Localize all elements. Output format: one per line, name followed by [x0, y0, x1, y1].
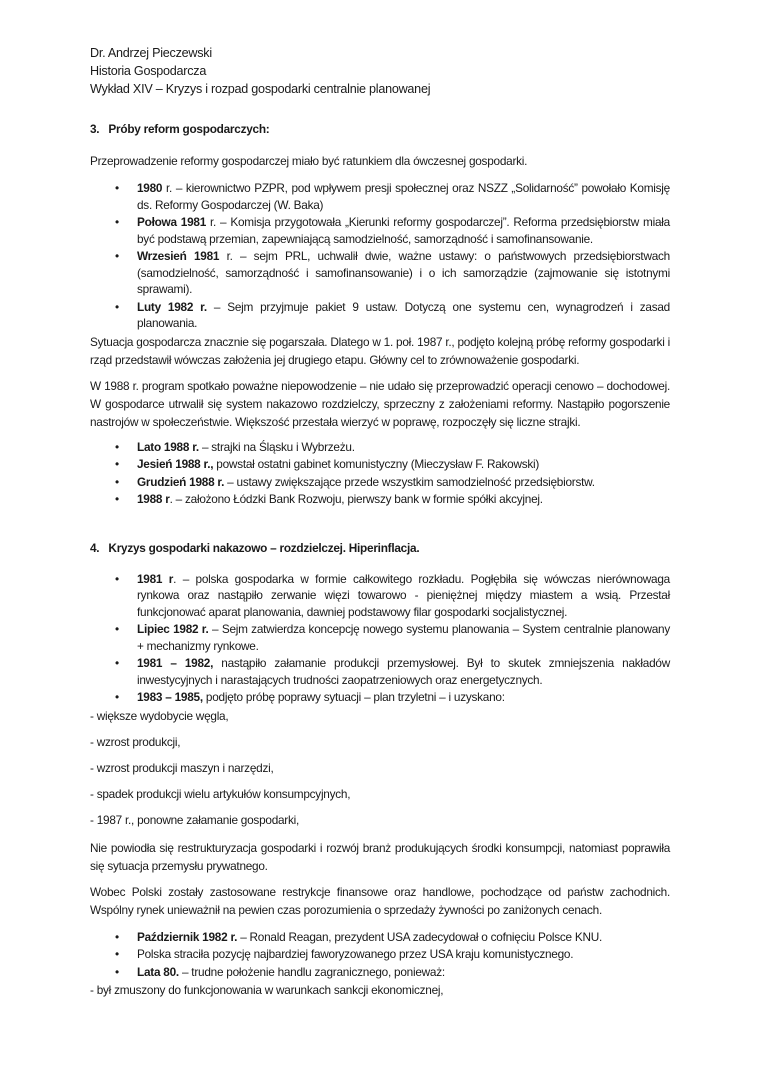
bullet-text: – Sejm przyjmuje pakiet 9 ustaw. Dotyczą one systemu cen, wynagrodzeń i zasad planowania.	[137, 299, 670, 330]
bullet-date: 1981 – 1982,	[137, 656, 214, 670]
section-3-bullets	[90, 180, 670, 332]
bullet-icon: •	[115, 690, 119, 704]
bullet-icon: •	[115, 929, 119, 944]
bullet-item	[90, 456, 670, 474]
bullet-item	[90, 689, 670, 706]
bullet-text: – ustawy zwiększające przede wszystkim samodzielność przedsiębiorstw.	[224, 474, 595, 489]
bullet-icon: •	[115, 299, 119, 314]
bullet-icon: •	[115, 492, 119, 506]
bullet-icon: •	[115, 439, 119, 454]
bullet-item	[90, 439, 670, 457]
bullet-item	[90, 964, 670, 981]
bullet-icon: •	[115, 457, 119, 471]
bullet-text: . – polska gospodarka w formie całkowitego rozkładu. Pogłębiła się wówczas nierównowaga rynkowa oraz nastąpiło zerwanie więzi towarowo - pieniężnej między miastem a wsią. Przestał funkcjonować aparat planowania, dawniej podstawowy filar gospodarki socjalistycznej.	[137, 571, 670, 619]
bullet-item	[90, 299, 670, 332]
section-3-bullets-2	[90, 439, 670, 509]
bullet-date: Lata 80.	[137, 964, 179, 979]
section-4-heading: 4. Kryzys gospodarki nakazowo – rozdzielczej. Hiperinflacja.	[90, 540, 420, 555]
dash-item: - 1987 r., ponowne załamanie gospodarki,	[90, 812, 300, 827]
section-4-para-1: Nie powiodła się restrukturyzacja gospodarki i rozwój branż produkujących środki konsumpcji, natomiast poprawiła się sytuacja przemysłu prywatnego.	[90, 840, 670, 873]
bullet-text: nastąpiło załamanie produkcji przemysłowej. Był to skutek zmniejszenia nakładów inwestycyjnych i narastających trudności zaopatrzeniowych oraz energetycznych.	[137, 656, 670, 687]
bullet-item	[90, 946, 670, 963]
bullet-date: Połowa 1981	[137, 215, 207, 229]
bullet-text: podjęto próbę poprawy sytuacji – plan trzyletni – i uzyskano:	[202, 690, 505, 704]
bullet-item	[90, 214, 670, 247]
bullet-date: Jesień 1988 r.,	[137, 457, 214, 471]
bullet-date: 1980	[137, 181, 163, 195]
bullet-text: – trudne położenie handlu zagranicznego, ponieważ:	[178, 964, 445, 979]
bullet-date: Grudzień 1988 r.	[137, 474, 225, 489]
bullet-date: Październik 1982 r.	[137, 929, 238, 944]
section-3-heading: 3. Próby reform gospodarczych:	[90, 122, 270, 136]
dash-item: - wzrost produkcji maszyn i narzędzi,	[90, 760, 274, 775]
section-4-bullets	[90, 571, 670, 706]
section-3-intro: Przeprowadzenie reformy gospodarczej miało być ratunkiem dla ówczesnej gospodarki.	[90, 154, 528, 168]
bullet-date: 1981 r	[137, 571, 174, 586]
bullet-icon: •	[115, 656, 119, 670]
bullet-text: – strajki na Śląsku i Wybrzeżu.	[198, 439, 355, 454]
bullet-icon: •	[115, 622, 119, 636]
dash-item: - wzrost produkcji,	[90, 734, 181, 749]
bullet-date: 1983 – 1985,	[137, 690, 203, 704]
bullet-item	[90, 571, 670, 621]
bullet-icon: •	[115, 474, 119, 489]
bullet-text: – Ronald Reagan, prezydent USA zadecydował o cofnięciu Polsce KNU.	[237, 929, 603, 944]
section-3-para-2: Sytuacja gospodarcza znacznie się pogarszała. Dlatego w 1. poł. 1987 r., podjęto kolejną próbę reformy gospodarki i rząd przedstawił wówczas założenia jej drugiego etapu. Główny cel to zrównoważenie gospodarki.	[90, 334, 670, 367]
bullet-item	[90, 474, 670, 492]
document-header	[90, 44, 670, 98]
bullet-date: 1988 r	[137, 492, 170, 506]
bullet-item	[90, 655, 670, 688]
bullet-icon: •	[115, 181, 119, 195]
bullet-icon: •	[115, 571, 119, 586]
bullet-item	[90, 621, 670, 654]
dash-item: - był zmuszony do funkcjonowania w warunkach sankcji ekonomicznej,	[90, 983, 444, 997]
lecture-title: Wykład XIV – Kryzys i rozpad gospodarki centralnie planowanej	[90, 82, 431, 96]
bullet-date: Lipiec 1982 r.	[137, 622, 209, 636]
bullet-item	[90, 491, 670, 509]
bullet-text: – Sejm zatwierdza koncepcję nowego systemu planowania – System centralnie planowany + mechanizmy rynkowe.	[137, 622, 670, 653]
dash-item: - większe wydobycie węgla,	[90, 708, 229, 723]
bullet-text: r. – kierownictwo PZPR, pod wpływem presji społecznej oraz NSZZ „Solidarność” powołało Komisję ds. Reformy Gospodarczej (W. Baka)	[137, 181, 670, 212]
section-4-bullets-2	[90, 929, 670, 981]
section-3-para-3: W 1988 r. program spotkało poważne niepowodzenie – nie udało się przeprowadzić operacji cenowo – dochodowej. W gospodarce utrwalił się system nakazowo rozdzielczy, sprzeczny z założeniami reformy. Nastąpiło pogorszenie nastrojów w społeczeństwie. Większość przestała wierzyć w poprawę, rozpoczęły się liczne strajki.	[90, 378, 670, 429]
bullet-date: Luty 1982 r.	[137, 299, 207, 314]
author: Dr. Andrzej Pieczewski	[90, 46, 212, 60]
bullet-icon: •	[115, 964, 119, 979]
bullet-item	[90, 929, 670, 946]
course-title: Historia Gospodarcza	[90, 64, 207, 78]
bullet-item	[90, 180, 670, 213]
bullet-date: Wrzesień 1981	[137, 249, 220, 263]
bullet-text: r. – sejm PRL, uchwalił dwie, ważne ustawy: o państwowych przedsiębiorstwach (samodzielność, samorządność i samofinansowanie) i o ich samorządzie (zajmowanie się istotnymi sprawami).	[137, 249, 670, 296]
bullet-icon: •	[115, 249, 119, 263]
dash-item: - spadek produkcji wielu artykułów konsumpcyjnych,	[90, 786, 351, 801]
bullet-text: powstał ostatni gabinet komunistyczny (Mieczysław F. Rakowski)	[213, 457, 540, 471]
section-4-para-2: Wobec Polski zostały zastosowane restrykcje finansowe oraz handlowe, pochodzące od państw zachodnich. Wspólny rynek unieważnił na pewien czas porozumienia o sprzedaży żywności po zaniżonych cenach.	[90, 884, 670, 917]
bullet-item	[90, 248, 670, 298]
bullet-icon: •	[115, 215, 119, 229]
bullet-text: . – założono Łódzki Bank Rozwoju, pierwszy bank w formie spółki akcyjnej.	[169, 492, 543, 506]
bullet-icon: •	[115, 947, 119, 961]
bullet-text: Polska straciła pozycję najbardziej faworyzowanego przez USA kraju komunistycznego.	[137, 947, 574, 961]
bullet-text: r. – Komisja przygotowała „Kierunki reformy gospodarczej”. Reforma przedsiębiorstw miała być podstawą przemian, zapewniającą samodzielność, samorządność i samofinansowanie.	[137, 215, 670, 246]
bullet-date: Lato 1988 r.	[137, 439, 199, 454]
